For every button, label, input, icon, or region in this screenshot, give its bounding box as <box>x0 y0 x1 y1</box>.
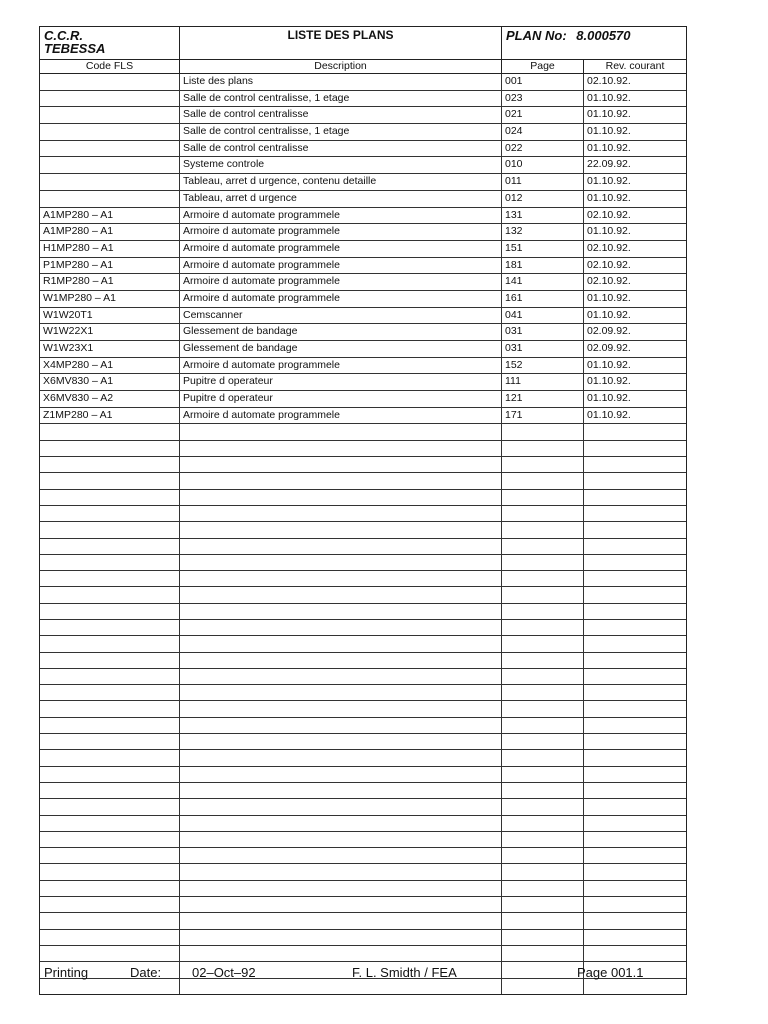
cell-code <box>40 424 180 439</box>
cell-code <box>40 734 180 749</box>
cell-code <box>40 767 180 782</box>
cell-code <box>40 816 180 831</box>
empty-table-row <box>40 669 686 685</box>
organization-cell <box>40 27 180 59</box>
plan-label: PLAN No: <box>506 28 567 43</box>
empty-table-row <box>40 490 686 506</box>
cell-code: H1MP280 – A1 <box>40 241 180 257</box>
cell-rev <box>584 864 686 879</box>
cell-page <box>502 832 584 847</box>
cell-rev <box>584 604 686 619</box>
cell-rev <box>584 555 686 570</box>
cell-rev: 01.10.92. <box>587 392 631 405</box>
cell-description: Tableau, arret d urgence <box>180 191 502 207</box>
cell-description <box>180 506 502 521</box>
cell-rev: 02.09.92. <box>587 342 631 354</box>
cell-description: Salle de control centralisse, 1 etage <box>180 124 502 140</box>
cell-code <box>40 191 180 207</box>
cell-rev: 22.09.92. <box>587 158 631 171</box>
empty-table-row <box>40 897 686 913</box>
cell-rev: 02.10.92. <box>587 208 631 221</box>
cell-code <box>40 539 180 554</box>
cell-rev <box>584 539 686 554</box>
cell-page <box>502 571 584 586</box>
cell-description <box>180 539 502 554</box>
cell-page <box>502 587 584 602</box>
org-line-2: TEBESSA <box>44 41 106 56</box>
cell-code <box>40 124 180 140</box>
cell-description <box>180 718 502 733</box>
cell-code <box>40 799 180 814</box>
table-row <box>40 174 686 191</box>
cell-rev <box>584 669 686 684</box>
table-row <box>40 391 686 408</box>
cell-code <box>40 653 180 668</box>
cell-page <box>502 946 584 961</box>
cell-code <box>40 441 180 456</box>
cell-rev: 02.10.92. <box>587 258 631 271</box>
empty-table-row <box>40 441 686 457</box>
empty-table-row <box>40 473 686 489</box>
cell-description <box>180 832 502 847</box>
table-row <box>40 258 686 275</box>
column-header-page: Page <box>502 60 584 73</box>
cell-code <box>40 848 180 863</box>
empty-table-row <box>40 522 686 538</box>
empty-table-row <box>40 620 686 636</box>
cell-rev: 01.10.92. <box>587 225 631 238</box>
cell-rev: 02.10.92. <box>587 241 631 254</box>
cell-description <box>180 930 502 945</box>
cell-description: Armoire d automate programmele <box>180 291 502 307</box>
cell-page: 010 <box>502 157 584 173</box>
cell-code <box>40 864 180 879</box>
cell-code <box>40 157 180 173</box>
table-row <box>40 341 686 358</box>
cell-code: P1MP280 – A1 <box>40 258 180 274</box>
cell-code <box>40 685 180 700</box>
cell-description <box>180 848 502 863</box>
cell-page: 031 <box>502 324 584 340</box>
cell-description <box>180 946 502 961</box>
column-header-code: Code FLS <box>40 60 180 73</box>
cell-description: Armoire d automate programmele <box>180 408 502 424</box>
cell-page <box>502 816 584 831</box>
cell-page <box>502 424 584 439</box>
cell-description: Armoire d automate programmele <box>180 241 502 257</box>
cell-description <box>180 441 502 456</box>
cell-rev <box>584 832 686 847</box>
cell-code: X6MV830 – A1 <box>40 374 180 390</box>
cell-code <box>40 587 180 602</box>
cell-rev <box>584 848 686 863</box>
footer-page: Page 001.1 <box>577 965 644 980</box>
cell-rev: 01.10.92. <box>587 141 631 154</box>
cell-description <box>180 522 502 537</box>
cell-description <box>180 571 502 586</box>
cell-rev <box>584 506 686 521</box>
cell-code <box>40 457 180 472</box>
empty-table-row <box>40 718 686 734</box>
cell-code <box>40 636 180 651</box>
cell-rev <box>584 636 686 651</box>
cell-description <box>180 424 502 439</box>
cell-rev <box>584 473 686 488</box>
cell-rev <box>584 816 686 831</box>
cell-page <box>502 604 584 619</box>
cell-page <box>502 669 584 684</box>
cell-rev <box>584 457 686 472</box>
cell-code <box>40 832 180 847</box>
footer-date: 02–Oct–92 <box>192 965 256 980</box>
cell-code <box>40 522 180 537</box>
cell-rev: 01.10.92. <box>587 191 631 204</box>
empty-table-row <box>40 750 686 766</box>
cell-page <box>502 930 584 945</box>
cell-rev: 01.10.92. <box>587 91 631 104</box>
cell-page <box>502 539 584 554</box>
cell-code <box>40 881 180 896</box>
cell-code: X4MP280 – A1 <box>40 358 180 374</box>
cell-code: W1MP280 – A1 <box>40 291 180 307</box>
cell-page <box>502 848 584 863</box>
empty-table-row <box>40 539 686 555</box>
cell-page: 151 <box>502 241 584 257</box>
cell-description: Salle de control centralisse <box>180 107 502 123</box>
empty-table-row <box>40 930 686 946</box>
cell-rev <box>584 913 686 928</box>
cell-description <box>180 636 502 651</box>
cell-code <box>40 913 180 928</box>
table-row <box>40 291 686 308</box>
cell-description <box>180 685 502 700</box>
cell-code: W1W23X1 <box>40 341 180 357</box>
empty-table-row <box>40 783 686 799</box>
cell-code <box>40 174 180 190</box>
table-row <box>40 208 686 225</box>
cell-description: Armoire d automate programmele <box>180 208 502 224</box>
cell-page <box>502 750 584 765</box>
cell-code <box>40 107 180 123</box>
cell-rev <box>584 750 686 765</box>
cell-page <box>502 718 584 733</box>
cell-code <box>40 930 180 945</box>
footer-author: F. L. Smidth / FEA <box>352 965 457 980</box>
cell-description: Glessement de bandage <box>180 341 502 357</box>
cell-page: 012 <box>502 191 584 207</box>
cell-rev: 01.10.92. <box>587 175 631 188</box>
table-header <box>40 26 686 60</box>
cell-page: 161 <box>502 291 584 307</box>
cell-page: 022 <box>502 141 584 157</box>
cell-description <box>180 457 502 472</box>
cell-description: Armoire d automate programmele <box>180 358 502 374</box>
cell-rev <box>584 897 686 912</box>
cell-rev: 02.09.92. <box>587 325 631 338</box>
cell-code <box>40 141 180 157</box>
cell-description: Pupitre d operateur <box>180 374 502 390</box>
cell-rev <box>584 930 686 945</box>
cell-description <box>180 701 502 716</box>
empty-table-row <box>40 767 686 783</box>
cell-description <box>180 555 502 570</box>
cell-page <box>502 767 584 782</box>
cell-code <box>40 571 180 586</box>
cell-description <box>180 490 502 505</box>
table-row <box>40 224 686 241</box>
cell-code <box>40 604 180 619</box>
cell-rev <box>584 571 686 586</box>
cell-description <box>180 783 502 798</box>
empty-table-row <box>40 424 686 440</box>
cell-description: Armoire d automate programmele <box>180 224 502 240</box>
cell-code <box>40 490 180 505</box>
cell-description <box>180 816 502 831</box>
cell-code <box>40 91 180 107</box>
cell-rev <box>584 620 686 635</box>
cell-page <box>502 636 584 651</box>
table-row <box>40 241 686 258</box>
cell-description <box>180 913 502 928</box>
plan-list-table <box>39 26 687 995</box>
empty-table-row <box>40 506 686 522</box>
cell-description: Tableau, arret d urgence, contenu detaille <box>180 174 502 190</box>
cell-description <box>180 897 502 912</box>
cell-description: Glessement de bandage <box>180 324 502 340</box>
empty-table-row <box>40 734 686 750</box>
cell-description: Cemscanner <box>180 308 502 324</box>
cell-page: 031 <box>502 341 584 357</box>
table-row <box>40 274 686 291</box>
table-row <box>40 124 686 141</box>
cell-page: 011 <box>502 174 584 190</box>
cell-description <box>180 669 502 684</box>
cell-description: Salle de control centralisse, 1 etage <box>180 91 502 107</box>
empty-table-row <box>40 571 686 587</box>
cell-rev <box>584 701 686 716</box>
cell-code <box>40 555 180 570</box>
cell-code <box>40 750 180 765</box>
cell-description <box>180 587 502 602</box>
table-row <box>40 107 686 124</box>
empty-table-row <box>40 832 686 848</box>
cell-description <box>180 767 502 782</box>
cell-code <box>40 506 180 521</box>
cell-page: 024 <box>502 124 584 140</box>
cell-page <box>502 620 584 635</box>
column-headers <box>40 60 686 74</box>
cell-page: 152 <box>502 358 584 374</box>
cell-page: 181 <box>502 258 584 274</box>
empty-table-row <box>40 457 686 473</box>
plan-number-cell <box>502 27 686 59</box>
cell-description <box>180 620 502 635</box>
cell-page <box>502 441 584 456</box>
empty-table-row <box>40 604 686 620</box>
cell-rev <box>584 767 686 782</box>
empty-table-row <box>40 685 686 701</box>
empty-table-row <box>40 636 686 652</box>
cell-description <box>180 750 502 765</box>
cell-rev <box>584 490 686 505</box>
footer-date-label: Date: <box>130 965 162 980</box>
cell-description <box>180 473 502 488</box>
cell-page <box>502 881 584 896</box>
cell-rev: 02.10.92. <box>587 75 631 87</box>
cell-code <box>40 701 180 716</box>
empty-table-row <box>40 701 686 717</box>
cell-rev: 01.10.92. <box>587 291 631 304</box>
cell-rev: 01.10.92. <box>587 375 631 388</box>
cell-rev: 01.10.92. <box>587 108 631 121</box>
cell-code: W1W22X1 <box>40 324 180 340</box>
cell-page <box>502 864 584 879</box>
table-row <box>40 408 686 425</box>
cell-rev <box>584 718 686 733</box>
cell-code <box>40 897 180 912</box>
cell-page <box>502 734 584 749</box>
cell-page: 131 <box>502 208 584 224</box>
cell-rev <box>584 881 686 896</box>
cell-description <box>180 799 502 814</box>
cell-page: 121 <box>502 391 584 407</box>
cell-code <box>40 718 180 733</box>
cell-description <box>180 604 502 619</box>
document-title: LISTE DES PLANS <box>180 27 502 59</box>
cell-code: X6MV830 – A2 <box>40 391 180 407</box>
cell-rev: 01.10.92. <box>587 358 631 371</box>
empty-table-row <box>40 653 686 669</box>
cell-page: 111 <box>502 374 584 390</box>
table-row <box>40 324 686 341</box>
cell-rev: 02.10.92. <box>587 275 631 288</box>
cell-page <box>502 685 584 700</box>
cell-rev: 01.10.92. <box>587 125 631 138</box>
cell-code: A1MP280 – A1 <box>40 224 180 240</box>
empty-table-row <box>40 881 686 897</box>
cell-code <box>40 669 180 684</box>
cell-description: Systeme controle <box>180 157 502 173</box>
cell-rev <box>584 441 686 456</box>
cell-page <box>502 555 584 570</box>
cell-page <box>502 783 584 798</box>
cell-page <box>502 897 584 912</box>
cell-description: Pupitre d operateur <box>180 391 502 407</box>
cell-page <box>502 799 584 814</box>
cell-rev <box>584 653 686 668</box>
org-line-1: C.C.R. <box>44 28 83 43</box>
footer-printing: Printing <box>44 965 89 980</box>
cell-page: 141 <box>502 274 584 290</box>
cell-page: 001 <box>502 74 584 90</box>
column-header-description: Description <box>180 60 502 73</box>
cell-page <box>502 701 584 716</box>
cell-page: 023 <box>502 91 584 107</box>
cell-code <box>40 74 180 90</box>
empty-table-row <box>40 946 686 962</box>
cell-description: Liste des plans <box>180 74 502 90</box>
cell-rev <box>584 685 686 700</box>
cell-code: Z1MP280 – A1 <box>40 408 180 424</box>
empty-table-row <box>40 555 686 571</box>
empty-table-row <box>40 799 686 815</box>
cell-rev: 01.10.92. <box>587 408 631 421</box>
cell-code <box>40 783 180 798</box>
table-row <box>40 141 686 158</box>
cell-rev: 01.10.92. <box>587 308 631 321</box>
empty-table-row <box>40 587 686 603</box>
cell-description: Armoire d automate programmele <box>180 258 502 274</box>
table-row <box>40 91 686 108</box>
cell-description <box>180 653 502 668</box>
cell-rev <box>584 587 686 602</box>
cell-code: R1MP280 – A1 <box>40 274 180 290</box>
cell-description: Armoire d automate programmele <box>180 274 502 290</box>
cell-rev <box>584 783 686 798</box>
table-row <box>40 74 686 91</box>
empty-table-row <box>40 864 686 880</box>
cell-page: 132 <box>502 224 584 240</box>
table-row <box>40 358 686 375</box>
cell-code: A1MP280 – A1 <box>40 208 180 224</box>
cell-page <box>502 457 584 472</box>
cell-rev <box>584 946 686 961</box>
cell-description: Salle de control centralisse <box>180 141 502 157</box>
table-row <box>40 191 686 208</box>
page-footer <box>44 965 664 981</box>
cell-page <box>502 653 584 668</box>
cell-rev <box>584 799 686 814</box>
empty-table-row <box>40 848 686 864</box>
cell-page <box>502 490 584 505</box>
plan-number: 8.000570 <box>576 28 631 43</box>
cell-description <box>180 734 502 749</box>
empty-table-row <box>40 913 686 929</box>
cell-code <box>40 620 180 635</box>
cell-code: W1W20T1 <box>40 308 180 324</box>
cell-rev <box>584 424 686 439</box>
table-row <box>40 374 686 391</box>
cell-page: 021 <box>502 107 584 123</box>
cell-rev <box>584 734 686 749</box>
cell-page <box>502 473 584 488</box>
cell-code <box>40 946 180 961</box>
empty-table-row <box>40 816 686 832</box>
column-header-revision: Rev. courant <box>605 60 665 72</box>
cell-page: 171 <box>502 408 584 424</box>
cell-page <box>502 522 584 537</box>
table-row <box>40 157 686 174</box>
cell-page <box>502 913 584 928</box>
cell-code <box>40 473 180 488</box>
cell-page <box>502 506 584 521</box>
table-body <box>40 74 686 995</box>
cell-page: 041 <box>502 308 584 324</box>
cell-rev <box>584 522 686 537</box>
cell-description <box>180 881 502 896</box>
table-row <box>40 308 686 325</box>
cell-description <box>180 864 502 879</box>
